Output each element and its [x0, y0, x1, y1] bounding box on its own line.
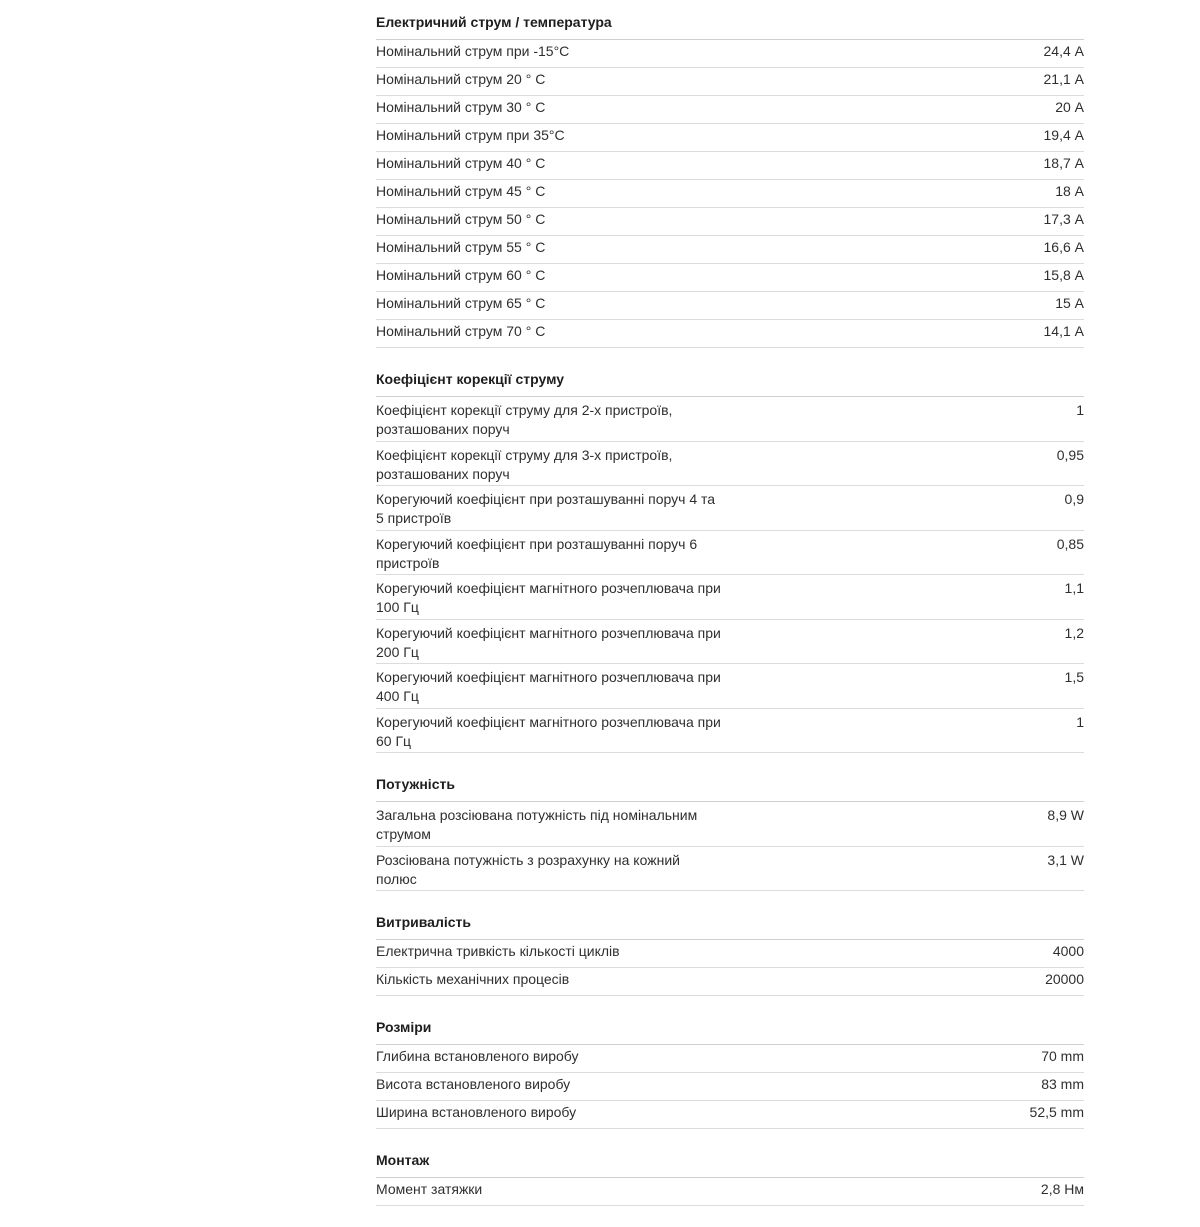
spec-label: Номінальний струм 60 ° C — [376, 266, 546, 283]
spec-label: Номінальний струм 40 ° C — [376, 154, 546, 171]
spec-row — [376, 709, 1084, 754]
section-title: Електричний струм / температура — [376, 12, 1084, 40]
spec-value: 8,9 W — [1047, 807, 1084, 823]
section-endurance — [376, 912, 1084, 996]
section-power — [376, 774, 1084, 891]
section-current-temperature — [376, 12, 1084, 348]
spec-label: Кількість механічних процесів — [376, 970, 570, 987]
spec-value: 0,9 — [1064, 491, 1084, 507]
spec-label: Загальна розсіювана потужність під номінальним струмом — [376, 807, 698, 842]
spec-value: 20000 — [1045, 970, 1084, 987]
section-title: Розміри — [376, 1017, 1084, 1045]
spec-value: 3,1 W — [1047, 851, 1084, 868]
spec-row — [376, 802, 1084, 847]
spec-label: Корегуючий коефіцієнт при розташуванні поруч 6 пристроїв — [376, 535, 698, 571]
spec-row — [376, 180, 1084, 208]
spec-value: 20 А — [1055, 98, 1084, 115]
section-title: Монтаж — [376, 1150, 1084, 1178]
spec-row — [376, 40, 1084, 68]
spec-sheet — [376, 12, 1084, 1227]
spec-row — [376, 96, 1084, 124]
spec-row — [376, 292, 1084, 320]
spec-value: 70 mm — [1041, 1047, 1084, 1064]
spec-label: Номінальний струм 20 ° C — [376, 70, 546, 87]
spec-row — [376, 1178, 1084, 1206]
spec-label: Номінальний струм 65 ° C — [376, 294, 546, 311]
spec-value: 18,7 А — [1043, 154, 1084, 171]
spec-value: 52,5 mm — [1029, 1103, 1084, 1120]
spec-row — [376, 1101, 1084, 1129]
spec-row — [376, 531, 1084, 576]
spec-value: 1 — [1076, 713, 1084, 730]
spec-label: Корегуючий коефіцієнт при розташуванні поруч 4 та 5 пристроїв — [376, 491, 716, 526]
spec-row — [376, 847, 1084, 892]
section-dimensions — [376, 1017, 1084, 1129]
spec-label: Корегуючий коефіцієнт магнітного розчеплювача при 100 Гц — [376, 580, 721, 615]
spec-row — [376, 486, 1084, 531]
spec-row — [376, 320, 1084, 348]
spec-label: Розсіювана потужність з розрахунку на кожний полюс — [376, 851, 680, 887]
spec-row — [376, 620, 1084, 665]
spec-label: Момент затяжки — [376, 1180, 483, 1197]
spec-row — [376, 68, 1084, 96]
spec-value: 83 mm — [1041, 1075, 1084, 1092]
spec-row — [376, 264, 1084, 292]
spec-value: 15,8 А — [1043, 266, 1084, 283]
spec-value: 1,1 — [1064, 580, 1084, 596]
spec-label: Коефіцієнт корекції струму для 3-х пристроїв, розташованих поруч — [376, 446, 673, 482]
section-current-correction — [376, 369, 1084, 753]
spec-row — [376, 124, 1084, 152]
spec-label: Корегуючий коефіцієнт магнітного розчеплювача при 400 Гц — [376, 669, 721, 704]
spec-row — [376, 442, 1084, 487]
spec-label: Номінальний струм при -15°C — [376, 42, 570, 59]
spec-row — [376, 236, 1084, 264]
spec-value: 24,4 А — [1043, 42, 1084, 59]
spec-label: Корегуючий коефіцієнт магнітного розчеплювача при 200 Гц — [376, 624, 721, 660]
spec-row — [376, 152, 1084, 180]
spec-label: Ширина встановленого виробу — [376, 1103, 577, 1120]
spec-label: Висота встановленого виробу — [376, 1075, 571, 1092]
spec-value: 18 А — [1055, 182, 1084, 199]
spec-row — [376, 575, 1084, 620]
spec-row — [376, 968, 1084, 996]
spec-label: Номінальний струм при 35°C — [376, 126, 565, 143]
spec-value: 1,5 — [1064, 669, 1084, 685]
spec-label: Номінальний струм 70 ° C — [376, 322, 546, 339]
spec-label: Номінальний струм 55 ° C — [376, 238, 546, 255]
spec-label: Корегуючий коефіцієнт магнітного розчеплювача при 60 Гц — [376, 713, 721, 749]
spec-row — [376, 940, 1084, 968]
spec-row — [376, 208, 1084, 236]
spec-value: 2,8 Нм — [1040, 1180, 1084, 1197]
section-title: Потужність — [376, 774, 1084, 802]
spec-value: 21,1 А — [1043, 70, 1084, 87]
spec-value: 0,95 — [1056, 446, 1084, 463]
spec-row — [376, 664, 1084, 709]
spec-label: Номінальний струм 45 ° C — [376, 182, 546, 199]
section-mounting — [376, 1150, 1084, 1206]
spec-value: 15 А — [1055, 294, 1084, 311]
section-title: Витривалість — [376, 912, 1084, 940]
spec-label: Номінальний струм 30 ° C — [376, 98, 546, 115]
spec-label: Електрична тривкість кількості циклів — [376, 942, 620, 959]
spec-row — [376, 1073, 1084, 1101]
spec-value: 16,6 А — [1043, 238, 1084, 255]
spec-value: 17,3 А — [1043, 210, 1084, 227]
spec-value: 1,2 — [1064, 624, 1084, 641]
spec-value: 1 — [1076, 402, 1084, 418]
spec-value: 4000 — [1052, 942, 1084, 959]
section-title: Коефіцієнт корекції струму — [376, 369, 1084, 397]
spec-label: Коефіцієнт корекції струму для 2-х пристроїв, розташованих поруч — [376, 402, 673, 437]
spec-row — [376, 1045, 1084, 1073]
spec-label: Номінальний струм 50 ° C — [376, 210, 546, 227]
spec-value: 19,4 А — [1043, 126, 1084, 143]
spec-value: 14,1 А — [1043, 322, 1084, 339]
spec-row — [376, 397, 1084, 442]
spec-label: Глибина встановленого виробу — [376, 1047, 579, 1064]
spec-value: 0,85 — [1056, 535, 1084, 552]
